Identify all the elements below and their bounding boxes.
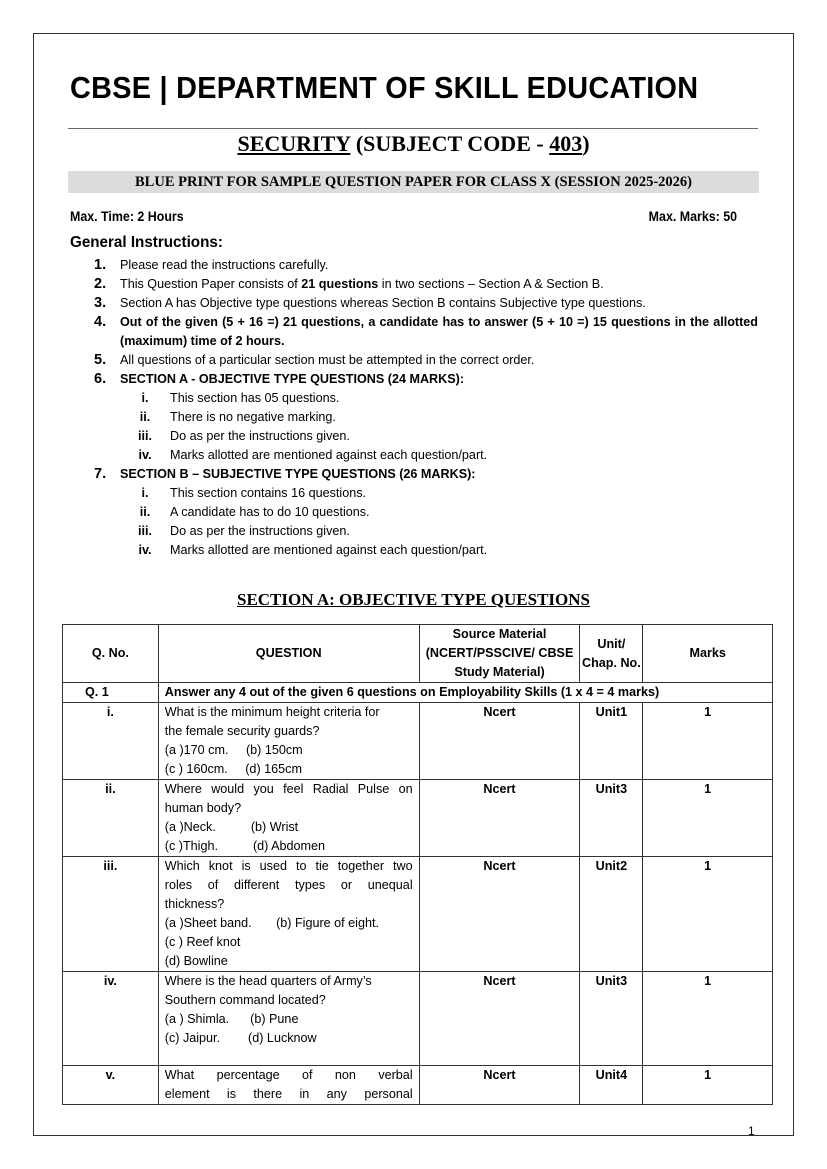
instruction-item — [94, 351, 758, 370]
instruction-number: 2. — [94, 276, 107, 292]
marks: 1 — [643, 972, 773, 1066]
table-row — [63, 1066, 773, 1105]
instruction-number: 7. — [94, 466, 107, 482]
question-group-text: Answer any 4 out of the given 6 questions on Employability Skills (1 x 4 = 4 marks) — [158, 683, 772, 703]
subitem-number: i. — [141, 391, 149, 405]
instruction-text: Please read the instructions carefully. — [120, 258, 329, 272]
table-row — [63, 972, 773, 1066]
question-line: (a ) Shimla. (b) Pune — [164, 1012, 299, 1026]
question-text — [158, 1066, 419, 1105]
source-material: Ncert — [419, 703, 580, 780]
source-material: Ncert — [419, 857, 580, 972]
instruction-text — [120, 275, 758, 294]
instruction-subitem — [94, 446, 758, 465]
instruction-number: 1. — [94, 257, 107, 273]
question-line: Which knot is used to tie together two — [164, 859, 413, 873]
subitem-number: i. — [141, 486, 149, 500]
instruction-item — [94, 294, 758, 313]
instruction-subitem — [94, 522, 758, 541]
question-group-row — [63, 683, 773, 703]
source-material: Ncert — [419, 780, 580, 857]
column-header: Marks — [643, 625, 773, 683]
question-line: roles of different types or unequal — [164, 878, 413, 892]
subject-name: SECURITY — [237, 131, 351, 156]
question-line: the female security guards? — [164, 724, 320, 738]
question-text — [158, 857, 419, 972]
table-header — [63, 625, 773, 683]
subitem-text: This section has 05 questions. — [170, 391, 340, 405]
subitem-number: ii. — [139, 505, 151, 519]
subitem-text: Do as per the instructions given. — [170, 429, 350, 443]
question-line: Where would you feel Radial Pulse on — [164, 782, 413, 796]
question-number: iii. — [63, 857, 159, 972]
question-line: element is there in any personal — [164, 1087, 413, 1101]
unit-number: Unit4 — [580, 1066, 643, 1105]
marks: 1 — [643, 857, 773, 972]
question-line: (c) Jaipur. (d) Lucknow — [164, 1031, 317, 1045]
max-marks: Max. Marks: 50 — [648, 209, 737, 224]
instruction-subitem — [94, 408, 758, 427]
table-row — [63, 703, 773, 780]
subitem-text: A candidate has to do 10 questions. — [170, 505, 370, 519]
instruction-text: SECTION B – SUBJECTIVE TYPE QUESTIONS (26 MARKS): — [120, 467, 476, 481]
marks: 1 — [643, 1066, 773, 1105]
question-text — [158, 972, 419, 1066]
instruction-number: 5. — [94, 352, 107, 368]
question-number: i. — [63, 703, 159, 780]
instruction-text: Section A has Objective type questions whereas Section B contains Subjective type questions. — [120, 296, 646, 310]
question-text — [158, 703, 419, 780]
column-header: QUESTION — [158, 625, 419, 683]
instruction-item — [94, 370, 758, 389]
column-header: Unit/ Chap. No. — [580, 625, 643, 683]
table-row — [63, 780, 773, 857]
subitem-number: iv. — [138, 448, 152, 462]
question-line: human body? — [164, 801, 242, 815]
question-line: Where is the head quarters of Army’s — [164, 974, 372, 988]
question-line: What is the minimum height criteria for — [164, 705, 380, 719]
instructions-list — [94, 256, 758, 560]
unit-number: Unit3 — [580, 780, 643, 857]
max-time: Max. Time: 2 Hours — [70, 209, 184, 224]
instruction-text: Out of the given (5 + 16 =) 21 questions, a candidate has to answer (5 + 10 =) 15 questions in the allotted (maximum) time of 2 hours. — [120, 315, 758, 348]
instruction-text-part: in two sections – Section A & Section B. — [378, 277, 604, 291]
instruction-subitem — [94, 484, 758, 503]
instruction-subitem — [94, 427, 758, 446]
source-material: Ncert — [419, 1066, 580, 1105]
instruction-item — [94, 313, 758, 351]
marks: 1 — [643, 780, 773, 857]
instruction-number: 3. — [94, 295, 107, 311]
question-line: (d) Bowline — [164, 954, 228, 968]
unit-number: Unit2 — [580, 857, 643, 972]
instructions-heading: General Instructions: — [70, 234, 223, 251]
question-text — [158, 780, 419, 857]
column-header: Source Material (NCERT/PSSCIVE/ CBSE Study Material) — [419, 625, 580, 683]
marks: 1 — [643, 703, 773, 780]
unit-number: Unit1 — [580, 703, 643, 780]
instruction-text-part: This Question Paper consists of — [120, 277, 302, 291]
section-a-title: SECTION A: OBJECTIVE TYPE QUESTIONS — [236, 590, 590, 609]
subitem-text: Do as per the instructions given. — [170, 524, 350, 538]
column-header: Q. No. — [63, 625, 159, 683]
blueprint-banner: BLUE PRINT FOR SAMPLE QUESTION PAPER FOR CLASS X (SESSION 2025-2026) — [68, 171, 759, 193]
instruction-item — [94, 256, 758, 275]
instruction-subitem — [94, 541, 758, 560]
source-material: Ncert — [419, 972, 580, 1066]
question-line: (a )Neck. (b) Wrist — [164, 820, 299, 834]
subitem-number: iv. — [138, 543, 152, 557]
subitem-text: There is no negative marking. — [170, 410, 336, 424]
divider — [68, 128, 758, 129]
question-line: (c )Thigh. (d) Abdomen — [164, 839, 326, 853]
question-number: ii. — [63, 780, 159, 857]
subject-code: 403 — [549, 131, 583, 156]
subject-heading — [0, 131, 827, 157]
table-row — [63, 857, 773, 972]
instruction-subitem — [94, 389, 758, 408]
instruction-item — [94, 275, 758, 294]
question-group-number: Q. 1 — [63, 683, 159, 703]
questions-table — [62, 624, 773, 1105]
page-number: 1 — [748, 1124, 755, 1138]
question-line: (a )Sheet band. (b) Figure of eight. — [164, 916, 379, 930]
subject-code-label: (SUBJECT CODE - — [350, 131, 550, 156]
document-title: CBSE | DEPARTMENT OF SKILL EDUCATION — [70, 70, 699, 105]
subitem-number: ii. — [139, 410, 151, 424]
question-line: Southern command located? — [164, 993, 326, 1007]
instruction-text: All questions of a particular section must be attempted in the correct order. — [120, 353, 535, 367]
instruction-number: 4. — [94, 314, 107, 330]
instruction-text-bold: 21 questions — [301, 277, 379, 291]
subitem-number: iii. — [138, 429, 152, 443]
question-line: What percentage of non verbal — [164, 1068, 413, 1082]
instruction-item — [94, 465, 758, 484]
instruction-subitem — [94, 503, 758, 522]
subject-suffix: ) — [582, 131, 590, 156]
question-line: (c ) 160cm. (d) 165cm — [164, 762, 302, 776]
instruction-text: SECTION A - OBJECTIVE TYPE QUESTIONS (24 MARKS): — [120, 372, 465, 386]
instruction-number: 6. — [94, 371, 107, 387]
question-line: thickness? — [164, 897, 225, 911]
question-number: iv. — [63, 972, 159, 1066]
question-line: (c ) Reef knot — [164, 935, 241, 949]
question-number: v. — [63, 1066, 159, 1105]
unit-number: Unit3 — [580, 972, 643, 1066]
question-line: (a )170 cm. (b) 150cm — [164, 743, 303, 757]
subitem-number: iii. — [138, 524, 152, 538]
subitem-text: Marks allotted are mentioned against each question/part. — [170, 543, 488, 557]
subitem-text: Marks allotted are mentioned against each question/part. — [170, 448, 488, 462]
subitem-text: This section contains 16 questions. — [170, 486, 367, 500]
